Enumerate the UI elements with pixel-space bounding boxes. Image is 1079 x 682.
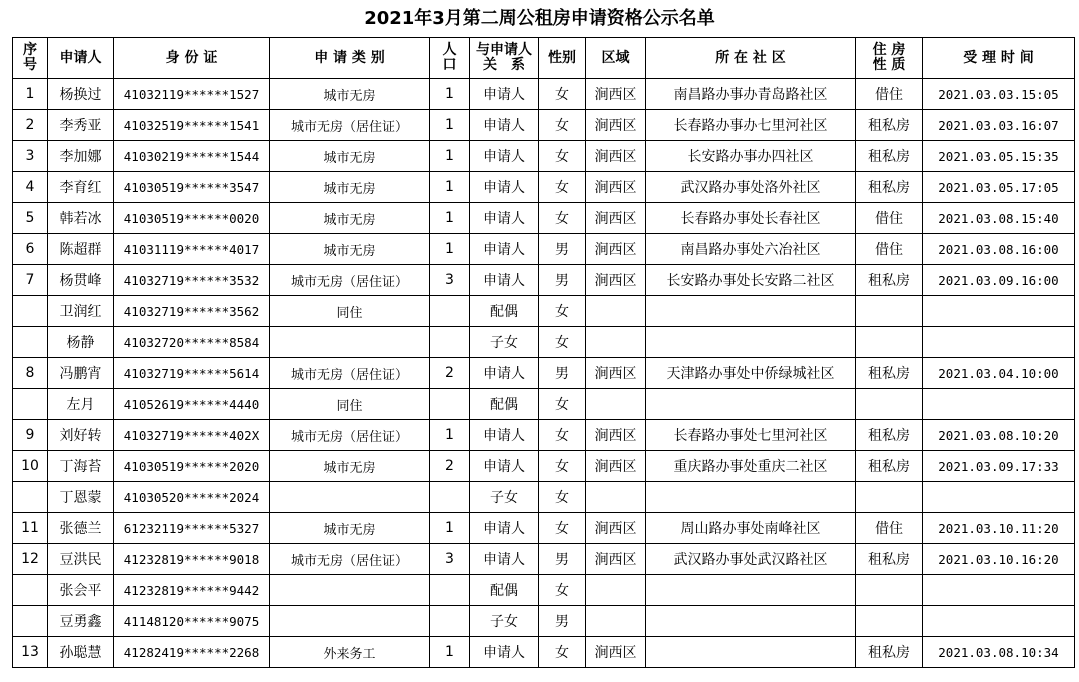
cell-district: 涧西区 [586,110,646,141]
cell-housing: 租私房 [856,420,923,451]
cell-gender: 男 [539,265,586,296]
cell-category: 城市无房（居住证） [270,265,430,296]
cell-district: 涧西区 [586,265,646,296]
cell-housing: 租私房 [856,110,923,141]
cell-gender: 女 [539,482,586,513]
cell-relation: 申请人 [470,451,539,482]
cell-relation: 配偶 [470,389,539,420]
cell-relation: 申请人 [470,265,539,296]
cell-name: 李育红 [48,172,114,203]
cell-id: 41282419******2268 [114,637,270,668]
cell-category: 城市无房（居住证） [270,358,430,389]
cell-seq: 12 [13,544,48,575]
cell-category: 城市无房（居住证） [270,110,430,141]
cell-id: 41030219******1544 [114,141,270,172]
cell-name: 卫润红 [48,296,114,327]
cell-category: 外来务工 [270,637,430,668]
cell-id: 41030519******3547 [114,172,270,203]
header-applicant: 申请人 [48,38,114,79]
cell-time [923,606,1075,637]
cell-count: 1 [430,79,470,110]
cell-housing: 租私房 [856,358,923,389]
cell-id: 41032719******402X [114,420,270,451]
cell-gender: 女 [539,172,586,203]
cell-district [586,389,646,420]
cell-housing: 租私房 [856,265,923,296]
cell-time [923,482,1075,513]
cell-community [646,327,856,358]
cell-gender: 女 [539,389,586,420]
cell-count [430,296,470,327]
cell-relation: 申请人 [470,203,539,234]
cell-relation: 申请人 [470,234,539,265]
cell-seq: 9 [13,420,48,451]
cell-count: 1 [430,513,470,544]
cell-name: 杨换过 [48,79,114,110]
cell-district: 涧西区 [586,420,646,451]
cell-category: 城市无房 [270,513,430,544]
cell-seq: 6 [13,234,48,265]
cell-housing: 借住 [856,234,923,265]
cell-id: 41031119******4017 [114,234,270,265]
cell-count: 3 [430,544,470,575]
cell-id: 41032719******3562 [114,296,270,327]
cell-housing: 借住 [856,203,923,234]
cell-community: 武汉路办事处洛外社区 [646,172,856,203]
cell-time [923,389,1075,420]
table-row [13,172,1075,203]
cell-relation: 申请人 [470,79,539,110]
cell-id: 61232119******5327 [114,513,270,544]
cell-housing: 借住 [856,79,923,110]
cell-name: 左月 [48,389,114,420]
table-row [13,265,1075,296]
cell-district [586,575,646,606]
cell-seq [13,482,48,513]
table-row [13,358,1075,389]
cell-category: 城市无房 [270,234,430,265]
cell-time: 2021.03.09.17:33 [923,451,1075,482]
cell-count [430,575,470,606]
cell-relation: 申请人 [470,544,539,575]
cell-count [430,389,470,420]
cell-district: 涧西区 [586,358,646,389]
cell-name: 杨贯峰 [48,265,114,296]
cell-seq: 10 [13,451,48,482]
cell-district: 涧西区 [586,451,646,482]
cell-housing [856,389,923,420]
table-row [13,389,1075,420]
cell-id: 41032719******5614 [114,358,270,389]
table-row [13,451,1075,482]
cell-time [923,327,1075,358]
table-row [13,141,1075,172]
cell-relation: 子女 [470,327,539,358]
cell-housing: 租私房 [856,544,923,575]
cell-time: 2021.03.05.15:35 [923,141,1075,172]
cell-time: 2021.03.08.10:20 [923,420,1075,451]
cell-name: 孙聪慧 [48,637,114,668]
cell-time: 2021.03.08.16:00 [923,234,1075,265]
cell-time: 2021.03.08.15:40 [923,203,1075,234]
cell-district [586,482,646,513]
cell-community [646,296,856,327]
cell-seq: 7 [13,265,48,296]
cell-id: 41052619******4440 [114,389,270,420]
cell-gender: 男 [539,234,586,265]
cell-name: 张会平 [48,575,114,606]
cell-housing: 租私房 [856,141,923,172]
header-id: 身 份 证 [114,38,270,79]
cell-category: 城市无房（居住证） [270,420,430,451]
cell-district: 涧西区 [586,637,646,668]
cell-community: 长春路办事处长春社区 [646,203,856,234]
cell-district: 涧西区 [586,234,646,265]
header-district: 区域 [586,38,646,79]
cell-name: 李加娜 [48,141,114,172]
cell-district: 涧西区 [586,544,646,575]
cell-district [586,296,646,327]
cell-category [270,482,430,513]
header-seq: 序 号 [13,38,48,79]
cell-seq [13,296,48,327]
cell-housing: 借住 [856,513,923,544]
cell-district: 涧西区 [586,172,646,203]
cell-seq [13,389,48,420]
header-category: 申 请 类 别 [270,38,430,79]
cell-community: 周山路办事处南峰社区 [646,513,856,544]
cell-district: 涧西区 [586,141,646,172]
cell-community: 长安路办事处长安路二社区 [646,265,856,296]
cell-gender: 女 [539,513,586,544]
header-row [13,38,1075,79]
table-row [13,544,1075,575]
cell-district: 涧西区 [586,203,646,234]
cell-id: 41232819******9018 [114,544,270,575]
cell-category: 同住 [270,296,430,327]
cell-category [270,327,430,358]
cell-time: 2021.03.05.17:05 [923,172,1075,203]
table-row [13,482,1075,513]
cell-name: 豆洪民 [48,544,114,575]
cell-community: 南昌路办事办青岛路社区 [646,79,856,110]
cell-housing: 租私房 [856,172,923,203]
cell-name: 李秀亚 [48,110,114,141]
cell-count: 1 [430,203,470,234]
header-community: 所 在 社 区 [646,38,856,79]
cell-count [430,327,470,358]
cell-community: 长春路办事办七里河社区 [646,110,856,141]
cell-category: 城市无房 [270,79,430,110]
cell-name: 刘好转 [48,420,114,451]
cell-housing [856,296,923,327]
cell-relation: 配偶 [470,296,539,327]
cell-seq: 11 [13,513,48,544]
header-count: 人 口 [430,38,470,79]
cell-community: 重庆路办事处重庆二社区 [646,451,856,482]
cell-relation: 申请人 [470,420,539,451]
cell-category: 城市无房 [270,141,430,172]
cell-seq: 13 [13,637,48,668]
cell-district: 涧西区 [586,513,646,544]
cell-time [923,575,1075,606]
cell-count: 2 [430,451,470,482]
table-row [13,327,1075,358]
cell-category: 同住 [270,389,430,420]
cell-seq: 4 [13,172,48,203]
cell-id: 41232819******9442 [114,575,270,606]
table-row [13,637,1075,668]
cell-community: 长安路办事办四社区 [646,141,856,172]
cell-seq [13,327,48,358]
cell-id: 41030519******2020 [114,451,270,482]
cell-district [586,606,646,637]
cell-gender: 女 [539,327,586,358]
cell-seq: 3 [13,141,48,172]
cell-count: 1 [430,637,470,668]
cell-seq: 5 [13,203,48,234]
table-row [13,110,1075,141]
cell-count [430,482,470,513]
header-relation: 与申请人 关 系 [470,38,539,79]
cell-name: 张德兰 [48,513,114,544]
cell-relation: 申请人 [470,141,539,172]
cell-relation: 子女 [470,482,539,513]
cell-name: 杨静 [48,327,114,358]
cell-time: 2021.03.10.11:20 [923,513,1075,544]
cell-gender: 男 [539,358,586,389]
cell-time: 2021.03.09.16:00 [923,265,1075,296]
cell-relation: 申请人 [470,513,539,544]
table-row [13,420,1075,451]
table-row [13,513,1075,544]
cell-gender: 女 [539,203,586,234]
cell-category [270,575,430,606]
cell-relation: 申请人 [470,110,539,141]
cell-count: 3 [430,265,470,296]
cell-relation: 子女 [470,606,539,637]
table-row [13,575,1075,606]
cell-gender: 男 [539,544,586,575]
cell-time: 2021.03.03.15:05 [923,79,1075,110]
cell-gender: 女 [539,296,586,327]
cell-id: 41032119******1527 [114,79,270,110]
cell-relation: 申请人 [470,358,539,389]
cell-name: 冯鹏宵 [48,358,114,389]
cell-community [646,575,856,606]
cell-seq [13,575,48,606]
cell-id: 41032519******1541 [114,110,270,141]
cell-gender: 女 [539,420,586,451]
applicant-table [12,37,1075,668]
header-gender: 性别 [539,38,586,79]
cell-gender: 女 [539,79,586,110]
cell-time: 2021.03.08.10:34 [923,637,1075,668]
cell-count: 1 [430,141,470,172]
table-row [13,79,1075,110]
cell-time: 2021.03.10.16:20 [923,544,1075,575]
cell-gender: 男 [539,606,586,637]
cell-relation: 申请人 [470,172,539,203]
cell-count: 1 [430,234,470,265]
cell-gender: 女 [539,637,586,668]
cell-count: 1 [430,110,470,141]
cell-housing [856,327,923,358]
cell-gender: 女 [539,451,586,482]
cell-category: 城市无房（居住证） [270,544,430,575]
cell-category: 城市无房 [270,451,430,482]
cell-count: 2 [430,358,470,389]
page-title: 2021年3月第二周公租房申请资格公示名单 [364,8,715,29]
table-row [13,234,1075,265]
cell-seq: 1 [13,79,48,110]
cell-time [923,296,1075,327]
cell-id: 41032719******3532 [114,265,270,296]
header-housing: 住 房 性 质 [856,38,923,79]
cell-community: 南昌路办事处六冶社区 [646,234,856,265]
cell-id: 41030519******0020 [114,203,270,234]
cell-seq: 8 [13,358,48,389]
cell-housing: 租私房 [856,637,923,668]
cell-id: 41030520******2024 [114,482,270,513]
cell-count [430,606,470,637]
cell-category: 城市无房 [270,203,430,234]
cell-category [270,606,430,637]
header-time: 受 理 时 间 [923,38,1075,79]
cell-housing: 租私房 [856,451,923,482]
cell-id: 41032720******8584 [114,327,270,358]
cell-community [646,606,856,637]
cell-time: 2021.03.04.10:00 [923,358,1075,389]
cell-community [646,482,856,513]
cell-seq: 2 [13,110,48,141]
cell-community [646,637,856,668]
cell-name: 韩若冰 [48,203,114,234]
cell-name: 丁海苔 [48,451,114,482]
cell-count: 1 [430,172,470,203]
cell-id: 41148120******9075 [114,606,270,637]
cell-name: 丁恩蒙 [48,482,114,513]
table-row [13,606,1075,637]
table-row [13,296,1075,327]
cell-category: 城市无房 [270,172,430,203]
cell-relation: 配偶 [470,575,539,606]
cell-district [586,327,646,358]
cell-community: 武汉路办事处武汉路社区 [646,544,856,575]
cell-gender: 女 [539,110,586,141]
cell-gender: 女 [539,141,586,172]
cell-count: 1 [430,420,470,451]
table-row [13,203,1075,234]
cell-seq [13,606,48,637]
cell-community: 天津路办事处中侨绿城社区 [646,358,856,389]
cell-housing [856,575,923,606]
cell-community: 长春路办事处七里河社区 [646,420,856,451]
cell-name: 豆勇鑫 [48,606,114,637]
cell-housing [856,482,923,513]
cell-time: 2021.03.03.16:07 [923,110,1075,141]
cell-name: 陈超群 [48,234,114,265]
cell-district: 涧西区 [586,79,646,110]
cell-relation: 申请人 [470,637,539,668]
cell-gender: 女 [539,575,586,606]
cell-housing [856,606,923,637]
cell-community [646,389,856,420]
